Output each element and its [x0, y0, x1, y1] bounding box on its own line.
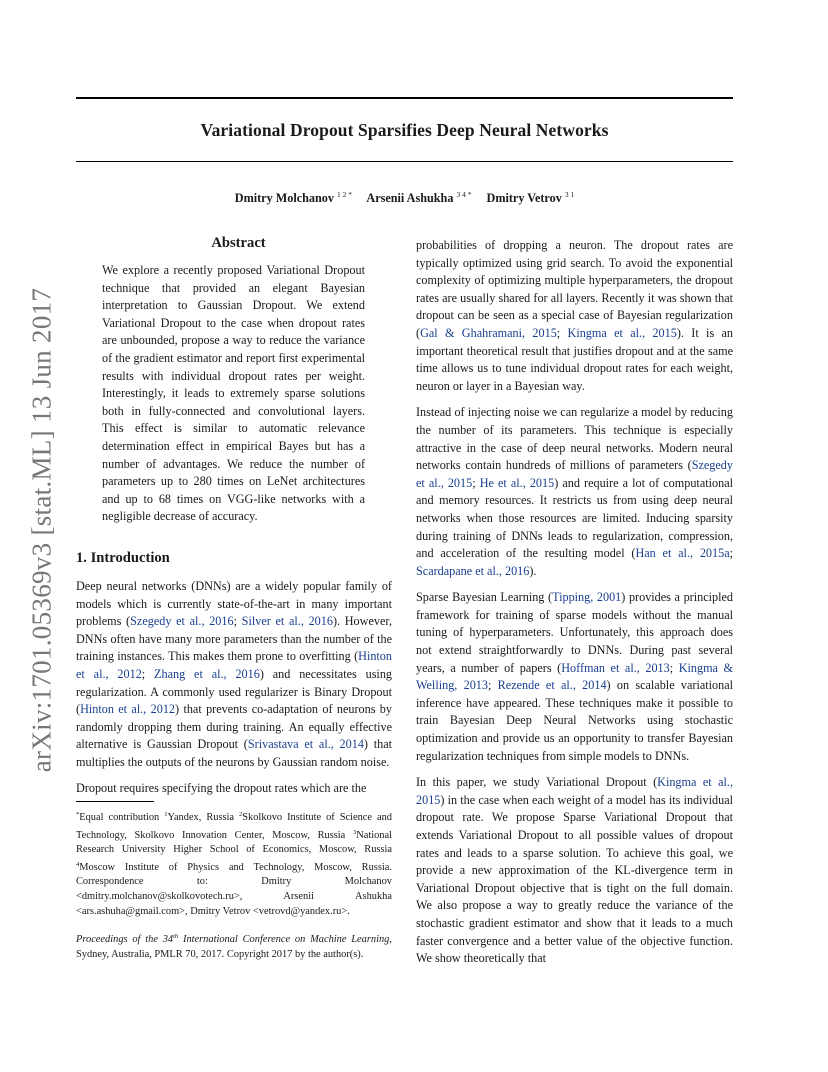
right-column-body — [416, 237, 733, 968]
paper-title: Variational Dropout Sparsifies Deep Neural Networks — [200, 120, 609, 140]
abstract-body — [102, 262, 365, 526]
text-run: Instead of injecting noise we can regularize a model by reducing the number of its parameters. This technique is especially attractive in the case of deep neural networks. Modern neural networks contain hundreds of millions of parameters ( — [416, 405, 733, 473]
citation-link[interactable]: Hinton et al., 2012 — [80, 702, 176, 717]
citation-link[interactable]: Kingma et al., 2015 — [416, 775, 734, 807]
affiliation-number: 3 — [352, 828, 357, 836]
section-heading-introduction: 1. Introduction — [76, 550, 170, 566]
title-rule-bottom — [76, 161, 733, 162]
right-paragraph-1 — [416, 237, 733, 395]
citation-link[interactable]: Silver et al., 2016 — [241, 614, 333, 629]
author-name: Dmitry Molchanov — [234, 191, 334, 205]
citation-link[interactable]: He et al., 2015 — [479, 475, 555, 490]
affiliation-number: 1 — [164, 811, 168, 818]
text-run: ). It is an important theoretical result that justifies dropout and at the same time allows us to tune individual dropout rates for each weight, neuron or layer in a Bayesian way. — [416, 325, 734, 393]
text-run: ; — [729, 546, 734, 561]
affiliation-number: 4 — [76, 860, 80, 868]
text-run: ) that multiplies the outputs of the neurons by Gaussian random noise. — [76, 737, 392, 769]
abstract-heading: Abstract — [211, 235, 266, 251]
footnote-proceedings — [76, 930, 392, 962]
text-run: ; — [472, 475, 480, 490]
citation-link[interactable]: Hoffman et al., 2013 — [561, 660, 670, 675]
text-run: ) in the case when each weight of a model has its individual dropout rate. We propose Sparse Variational Dropout that extends Variational Dropout to all possible values of dropout rates and leads to a sparse solution. To achieve this goal, we provide a new approximation of the KL-divergence term in Variational Dropout objective that is tight on the full domain. We also propose a way to greatly reduce the variance of the stochastic gradient estimator and show that it leads to a much faster convergence and a better value of the objective function. We show theoretically that — [416, 792, 733, 966]
text-run: Sparse Bayesian Learning ( — [416, 590, 553, 605]
citation-link[interactable]: Gal & Ghahramani, 2015 — [420, 325, 557, 340]
text-run: ; — [233, 614, 242, 629]
text-run: ) and necessitates using regularization. A commonly used regularizer is Binary Dropout ( — [76, 666, 393, 717]
right-paragraph-2 — [416, 404, 733, 580]
author-name: Dmitry Vetrov — [486, 191, 562, 205]
right-paragraph-3 — [416, 589, 733, 765]
arxiv-stamp-text: arXiv:1701.05369v3 [stat.ML] 13 Jun 2017 — [26, 287, 57, 773]
citation-link[interactable]: Scardapane et al., 2016 — [416, 563, 530, 578]
text-run: ) that prevents co-adaptation of neurons by randomly dropping them during training. An equally effective alternative is Gaussian Dropout ( — [76, 702, 392, 752]
citation-link[interactable]: Kingma et al., 2015 — [567, 325, 677, 340]
title-rule-top — [76, 97, 733, 99]
text-run: ). However, DNNs often have many more parameters than the number of the training instances. This makes them prone to overfitting ( — [76, 614, 392, 664]
text-run: Yandex, Russia — [167, 812, 240, 823]
author-affiliation-marks: 1 2 * — [337, 190, 353, 199]
citation-link[interactable]: Rezende et al., 2014 — [497, 678, 607, 693]
citation-link[interactable]: Zhang et al., 2016 — [154, 666, 260, 681]
intro-paragraph-2: Dropout requires specifying the dropout rates which are the — [76, 780, 367, 795]
author-list — [76, 190, 733, 206]
proceedings-italic-b: International Conference on Machine Learning — [178, 934, 390, 945]
proceedings-italic-a: Proceedings of the 34 — [76, 934, 174, 945]
proceedings-rest: , Sydney, Australia, PMLR 70, 2017. Copyright 2017 by the author(s). — [76, 934, 392, 960]
citation-link[interactable]: Hinton et al., 2012 — [76, 649, 392, 681]
arxiv-stamp — [22, 285, 62, 775]
text-run: In this paper, we study Variational Dropout ( — [416, 775, 658, 790]
footnote-mark: * — [76, 811, 80, 818]
text-run: Moscow Institute of Physics and Technology, Moscow, Russia. Correspondence to: Dmitry Molchanov <dmitry.molchanov@skolkovotech.ru>, Arsenii Ashukha <ars.ashuha@gmail.com>, Dmitry Vetrov <vetrovd@yandex.ru>. — [76, 861, 392, 917]
citation-link[interactable]: Kingma & Welling, 2013 — [416, 660, 733, 693]
footnote-affiliations — [76, 808, 392, 919]
citation-link[interactable]: Szegedy et al., 2015 — [416, 458, 733, 490]
citation-link[interactable]: Han et al., 2015a — [635, 546, 730, 561]
text-run: ) on scalable variational inference have appeared. These techniques make it possible to train Bayesian Deep Neural Networks using stochastic optimization and provide us an opportunity to transfer Bayesian regularization techniques from simple models to DNNs. — [416, 678, 734, 763]
footnote-rule — [76, 801, 154, 802]
right-paragraph-4 — [416, 774, 733, 968]
footnote-affiliations-text — [76, 812, 392, 917]
citation-link[interactable]: Szegedy et al., 2016 — [130, 614, 234, 629]
introduction-body — [76, 578, 392, 797]
text-run: ). — [529, 563, 537, 578]
text-run: ) provides a principled framework for training of sparse models without the manual tuning of hyperparameters. Unfortunately, this approach does not extend straightforwardly to DNNs. During past several years, a number of papers ( — [416, 590, 733, 675]
citation-link[interactable]: Srivastava et al., 2014 — [247, 737, 364, 752]
text-run: National Research University Higher School of Economics, Moscow, Russia — [76, 829, 392, 856]
text-run: probabilities of dropping a neuron. The dropout rates are typically optimized using grid search. To avoid the exponential complexity of optimizing multiple hyperparameters, the dropout rates are usually shared for all layers. Recently it was shown that dropout can be seen as a special case of Bayesian regularization ( — [416, 238, 733, 340]
intro-paragraph-1 — [76, 578, 392, 772]
text-run: ) and require a lot of computational and memory resources. It restricts us from using deep neural networks when those resources are limited. Inducing sparsity during training of DNNs leads to regularization, compression, and acceleration of the resulting model ( — [416, 475, 733, 561]
text-run: ; — [141, 666, 155, 681]
text-run: ; — [488, 678, 498, 693]
text-run: Equal contribution — [79, 812, 165, 823]
author-name: Arsenii Ashukha — [366, 191, 454, 205]
abstract-text: We explore a recently proposed Variational Dropout technique that provided an elegant Bayesian interpretation to Gaussian Dropout. We extend Variational Dropout to the case when dropout rates are unbounded, propose a way to reduce the variance of the gradient estimator and report first experimental results with individual dropout rates per weight. Interestingly, it leads to extremely sparse solutions both in fully-connected and convolutional layers. This effect is similar to automatic relevance determination effect in empirical Bayes but has a number of advantages. We reduce the number of parameters up to 280 times on LeNet architectures and up to 68 times on VGG-like networks with a negligible decrease of accuracy. — [102, 263, 365, 524]
citation-link[interactable]: Tipping, 2001 — [552, 590, 622, 605]
text-run: ; — [556, 325, 568, 340]
affiliation-number: 2 — [239, 811, 243, 818]
author-affiliation-marks: 3 1 — [564, 190, 575, 199]
author-affiliation-marks: 3 4 * — [456, 190, 472, 199]
proceedings-sup: th — [173, 933, 179, 940]
text-run: Skolkovo Institute of Science and Technology, Skolkovo Innovation Center, Moscow, Russia — [76, 812, 393, 841]
text-run: ; — [669, 660, 679, 675]
text-run: Deep neural networks (DNNs) are a widely popular family of models which is currently state-of-the-art in many important problems ( — [76, 579, 392, 629]
